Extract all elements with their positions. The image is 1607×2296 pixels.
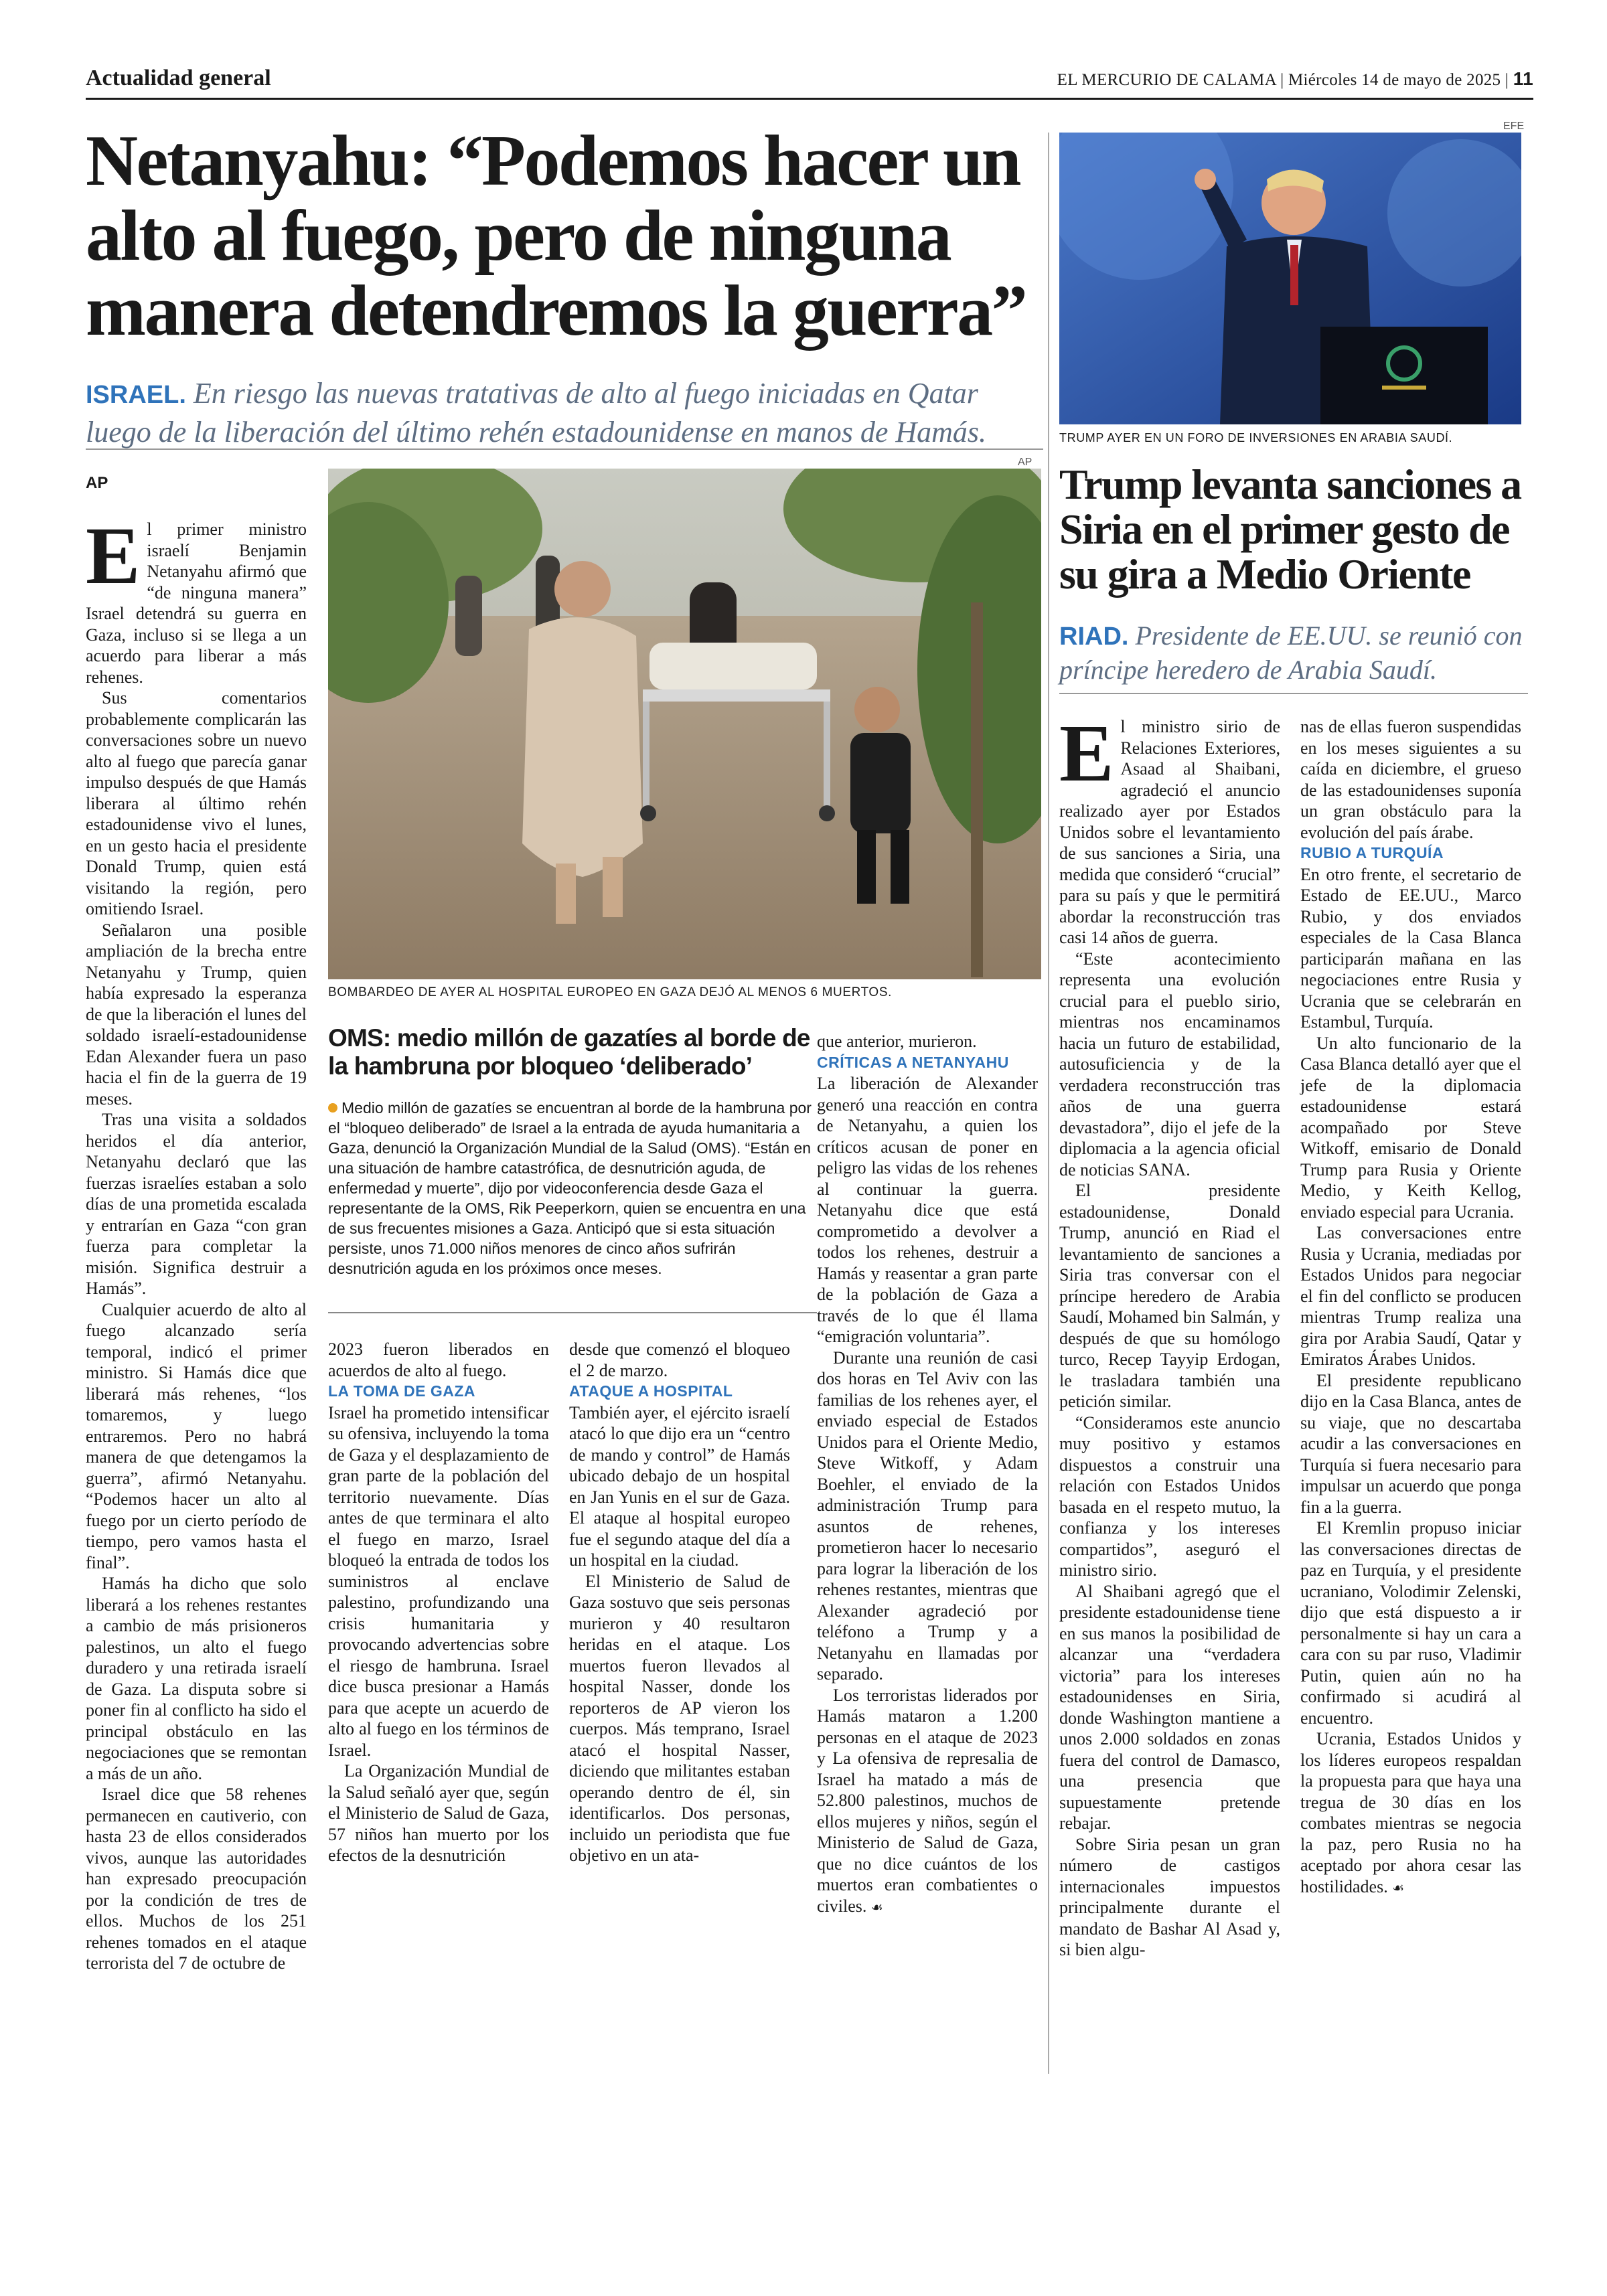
gaza-photo-caption: BOMBARDEO DE AYER AL HOSPITAL EUROPEO EN GAZA DEJÓ AL MENOS 6 MUERTOS. — [328, 985, 892, 999]
side-column-2 — [1300, 716, 1521, 1898]
photo-credit: EFE — [1503, 120, 1525, 132]
subhead-criticas-a-netanyahu: CRÍTICAS A NETANYAHU — [817, 1053, 1009, 1071]
header-separator: | — [1505, 71, 1509, 89]
side-deck — [1059, 619, 1528, 687]
article-paragraph: También ayer, el ejército israelí atacó lo que dijo era un “centro de mando y control” de Hamás ubicado debajo de un hospital en Jan Yunis en el sur de Gaza. El ataque al hospital europeo fue el segundo ataque del día a un hospital en la ciudad. — [569, 1402, 790, 1570]
byline: AP — [86, 474, 108, 492]
header-separator: | — [1280, 71, 1284, 89]
main-headline: Netanyahu: “Podemos hacer un alto al fuego, pero de ninguna manera detendremos la guerra” — [86, 121, 1026, 351]
header-rule — [86, 98, 1533, 100]
oms-box-text: Medio millón de gazatíes se encuentran al borde de la hambruna por el “bloqueo deliberado” de Israel a la entrada de ayuda humanitaria a Gaza, denunció la Organización Mundial de la Salud (OMS). “Están en una situación de hambre catastrófica, de desnutrición aguda, de enfermedad y muerte”, dijo por videoconferencia desde Gaza el representante de la OMS, Rik Peeperkorn, quien se encuentra en una de sus frecuentes misiones a Gaza. Anticipó que si esta situación persiste, unos 71.000 niños menores de cinco años sufrirán desnutrición aguda en los próximos once meses. — [328, 1099, 812, 1277]
oms-box-title: OMS: medio millón de gazatíes al borde de la hambruna por bloqueo ‘deliberado’ — [328, 1024, 810, 1080]
article-paragraph: El Ministerio de Salud de Gaza sostuvo que seis personas murieron y 40 resultaron heridas en el ataque. Los muertos fueron llevados al hospital Nasser, donde los reporteros de AP vieron los cuerpos. Más temprano, Israel atacó el hospital Nasser, diciendo que militantes estaban operando dentro de él, sin identificarlos. Dos personas, incluido un periodista que fue objetivo en un ata- — [569, 1571, 790, 1865]
article-paragraph: “Consideramos este anuncio muy positivo y estamos dispuestos a construir una relación con Estados Unidos basada en el respeto mutuo, la confianza y los intereses compartidos”, aseguró el ministro sirio. — [1059, 1412, 1280, 1580]
article-paragraph: Hamás ha dicho que solo liberará a los rehenes restantes a cambio de más prisioneros palestinos, un alto el fuego duradero y una retirada israelí de Gaza. La disputa sobre si poner fin al conflicto ha sido el principal obstáculo en las negociaciones que se remontan a más de un año. — [86, 1574, 307, 1783]
article-paragraph: Sus comentarios probablemente complicarán las conversaciones sobre un nuevo alto al fuego que parecía ganar impulso después de que Hamás liberara al último rehén estadounidense vivo el lunes, en un gesto hacia el presidente Donald Trump, quien está visitando la región, pero omitiendo Israel. — [86, 688, 307, 918]
drop-cap: E — [86, 511, 141, 601]
oms-box-rule — [328, 1312, 817, 1313]
main-deck — [86, 375, 1043, 451]
article-paragraph: Un alto funcionario de la Casa Blanca detalló ayer que el jefe de la diplomacia estadounidense estará acompañado por Steve Witkoff, emisario de Donald Trump para Rusia y Oriente Medio, y Keith Kellog, enviado especial para Ucrania. — [1300, 1033, 1521, 1222]
article-paragraph: Israel dice que 58 rehenes permanecen en cautiverio, con hasta 23 de ellos considerados vivos, aunque las autoridades han expresado preocupación por la condición de tres de ellos. Muchos de los 251 rehenes tomados en el ataque terrorista del 7 de octubre de — [86, 1785, 307, 1973]
main-column-3 — [569, 1339, 790, 1866]
side-deck-rule — [1059, 693, 1528, 694]
main-column-4 — [817, 1031, 1038, 1918]
subhead-la-toma-de-gaza: LA TOMA DE GAZA — [328, 1382, 476, 1400]
article-paragraph: Los terroristas liderados por Hamás mataron a 1.200 personas en el ataque de 2023 y La ofensiva de represalia de Israel ha matado a más de 52.800 palestinos, muchos de ellos mujeres y niños, según el Ministerio de Salud de Gaza, que no dice cuántos de los muertos eran combatientes o civiles. ☙ — [817, 1685, 1038, 1916]
section-label: Actualidad general — [86, 66, 271, 90]
bullet-dot-icon — [328, 1103, 337, 1113]
drop-cap: E — [1059, 708, 1114, 799]
article-paragraph: “Este acontecimiento representa una evolución crucial para el pueblo sirio, mientras nos encaminamos hacia un futuro de estabilidad, autosuficiencia y de la verdadera reconstrucción tras años de una guerra devastadora”, dijo el jefe de la diplomacia a la agencia oficial de noticias SANA. — [1059, 949, 1280, 1179]
side-headline: Trump levanta sanciones a Siria en el primer gesto de su gira a Medio Oriente — [1059, 461, 1521, 598]
subhead-ataque-a-hospital: ATAQUE A HOSPITAL — [569, 1382, 733, 1400]
article-paragraph: Al Shaibani agregó que el presidente estadounidense tiene en sus manos la posibilidad de alcanzar una “verdadera victoria” para los intereses estadounidenses en Siria, donde Washington mantiene a unos 2.000 soldados en zonas fuera del control de Damasco, una presencia que supuestamente pretende rebajar. — [1059, 1581, 1280, 1833]
article-paragraph: que anterior, murieron. — [817, 1032, 977, 1051]
side-column-1 — [1059, 708, 1280, 1961]
article-paragraph: Durante una reunión de casi dos horas en Tel Aviv con las familias de los rehenes ayer, el enviado especial de Estados Unidos para el Oriente Medio, Steve Witkoff, y Adam Boehler, el enviado de la administración Trump para asuntos de rehenes, prometieron hacer lo necesario para lograr la liberación de los rehenes restantes, mientras que Alexander agradeció por teléfono a Trump y a Netanyahu en llamadas por separado. — [817, 1347, 1038, 1684]
article-paragraph: Las conversaciones entre Rusia y Ucrania, mediadas por Estados Unidos para negociar el fin del conflicto se producen mientras Trump realiza una gira por Arabia Saudí, Qatar y Emiratos Árabes Unidos. — [1300, 1223, 1521, 1369]
article-paragraph: nas de ellas fueron suspendidas en los meses siguientes a su caída en diciembre, el grueso de las estadounidenses suponía un gran obstáculo para la evolución del país árabe. — [1300, 717, 1521, 842]
gaza-hospital-photo — [328, 469, 1041, 979]
column-divider — [1048, 133, 1049, 2074]
article-paragraph: La liberación de Alexander generó una reacción en contra de Netanyahu, a quien los críticos acusan de poner en peligro las vidas de los rehenes al continuar la guerra. Netanyahu dice que está comprometido a devolver a todos los rehenes, destruir a Hamás y reasentar a gran parte de la población de Gaza a través de lo que él llama “emigración voluntaria”. — [817, 1074, 1038, 1346]
article-paragraph: El presidente republicano dijo en la Casa Blanca, antes de su viaje, que no descartaba acudir a las conversaciones en Turquía si fuera necesario para impulsar un acuerdo que ponga fin a la guerra. — [1300, 1370, 1521, 1517]
subhead-rubio-a-turquia: RUBIO A TURQUÍA — [1300, 844, 1444, 862]
article-paragraph: 2023 fueron liberados en acuerdos de alto al fuego. — [328, 1339, 549, 1380]
end-of-article-icon: ☙ — [1392, 1879, 1405, 1896]
trump-forum-photo — [1059, 133, 1521, 424]
main-deck-text: En riesgo las nuevas tratativas de alto al fuego iniciadas en Qatar luego de la liberación del último rehén estadounidense en manos de Hamás. — [86, 377, 987, 448]
article-paragraph: desde que comenzó el bloqueo el 2 de marzo. — [569, 1339, 790, 1380]
article-paragraph: El ministro sirio de Relaciones Exteriores, Asaad al Shaibani, agradeció el anuncio realizado ayer por Estados Unidos sobre el levantamiento de sus sanciones a Siria, una medida que consideró “crucial” para su país y que le permitirá abordar la reconstrucción tras casi 14 años de guerra. — [1059, 708, 1280, 947]
article-paragraph: Israel ha prometido intensificar su ofensiva, incluyendo la toma de Gaza y el desplazamiento de gran parte de la población del territorio nuevamente. Días antes de que terminara el alto el fuego en marzo, Israel bloqueó la entrada de todos los suministros al enclave palestino, profundizando una crisis humanitaria y provocando advertencias sobre el riesgo de hambruna. Israel dice busca presionar a Hamás para que acepte un acuerdo de alto al fuego en los términos de Israel. — [328, 1402, 549, 1760]
article-paragraph: En otro frente, el secretario de Estado de EE.UU., Marco Rubio, y dos enviados especiales de la Casa Blanca participarán mañana en las negociaciones entre Rusia y Ucrania que se celebrarán en Estambul, Turquía. — [1300, 864, 1521, 1032]
end-of-article-icon: ☙ — [870, 1898, 883, 1915]
article-paragraph: Tras una visita a soldados heridos el día anterior, Netanyahu declaró que las fuerzas israelíes estaban a solo días de una prometida escalada y entrarían en Gaza “con gran fuerza para completar la misión. Significa destruir a Hamás”. — [86, 1110, 307, 1298]
trump-photo-caption: TRUMP AYER EN UN FORO DE INVERSIONES EN ARABIA SAUDÍ. — [1059, 431, 1453, 444]
side-location-tag: RIAD. — [1059, 623, 1129, 651]
main-column-1 — [86, 511, 307, 1974]
page-header-info — [1057, 68, 1533, 90]
article-paragraph: El Kremlin propuso iniciar las conversaciones directas de paz en Turquía, y el presidente ucraniano, Volodimir Zelenski, dijo que está dispuesto a ir personalmente si hay un cara a cara con su par ruso, Vladimir Putin, quien aún no ha confirmado si acudirá al encuentro. — [1300, 1518, 1521, 1728]
article-paragraph: Sobre Siria pesan un gran número de castigos internacionales impuestos principalmente durante el mandato de Bashar Al Asad y, si bien algu- — [1059, 1834, 1280, 1959]
side-deck-text: Presidente de EE.UU. se reunió con príncipe heredero de Arabia Saudí. — [1059, 621, 1523, 685]
trump-photo-illustration — [1059, 133, 1521, 424]
article-paragraph: Cualquier acuerdo de alto al fuego alcanzado sería temporal, indicó el primer ministro. Si Hamás dice que liberará más rehenes, “los tomaremos, y luego entraremos. Pero no habrá manera de que detengamos la guerra”, afirmó Netanyahu. “Podemos hacer un alto al fuego por un cierto período de tiempo, pero vamos hasta el final”. — [86, 1299, 307, 1572]
article-paragraph: El presidente estadounidense, Donald Trump, anunció en Riad el levantamiento de sanciones a Siria tras conversar con el príncipe heredero de Arabia Saudí, Mohamed bin Salmán, y después de que su homólogo turco, Recep Tayyip Erdogan, le trasladara también una petición similar. — [1059, 1181, 1280, 1411]
deck-rule — [86, 448, 1043, 450]
article-paragraph: La Organización Mundial de la Salud señaló ayer que, según el Ministerio de Salud de Gaza, 57 niños han muerto por los efectos de la desnutrición — [328, 1761, 549, 1865]
article-paragraph: Ucrania, Estados Unidos y los líderes europeos respaldan la propuesta para que haya una tregua de 30 días en los combates mientras se negocia la paz, pero Rusia no ha aceptado por ahora cesar las hostilidades. ☙ — [1300, 1729, 1521, 1896]
photo-credit: AP — [1018, 457, 1032, 468]
main-column-2 — [328, 1339, 549, 1866]
gaza-photo-illustration — [328, 469, 1041, 979]
article-paragraph: El primer ministro israelí Benjamin Netanyahu afirmó que “de ninguna manera” Israel detendrá su guerra en Gaza, incluso si se llega a un acuerdo para liberar a más rehenes. — [86, 511, 307, 687]
main-location-tag: ISRAEL. — [86, 381, 186, 409]
newspaper-name: EL MERCURIO DE CALAMA — [1057, 71, 1276, 89]
page-number: 11 — [1513, 68, 1533, 89]
publication-date: Miércoles 14 de mayo de 2025 — [1288, 71, 1501, 89]
article-paragraph: Señalaron una posible ampliación de la brecha entre Netanyahu y Trump, quien había expresado la esperanza de que la liberación el lunes del soldado israelí-estadounidense Edan Alexander fuera un paso hacia el fin de la guerra de 19 meses. — [86, 920, 307, 1109]
